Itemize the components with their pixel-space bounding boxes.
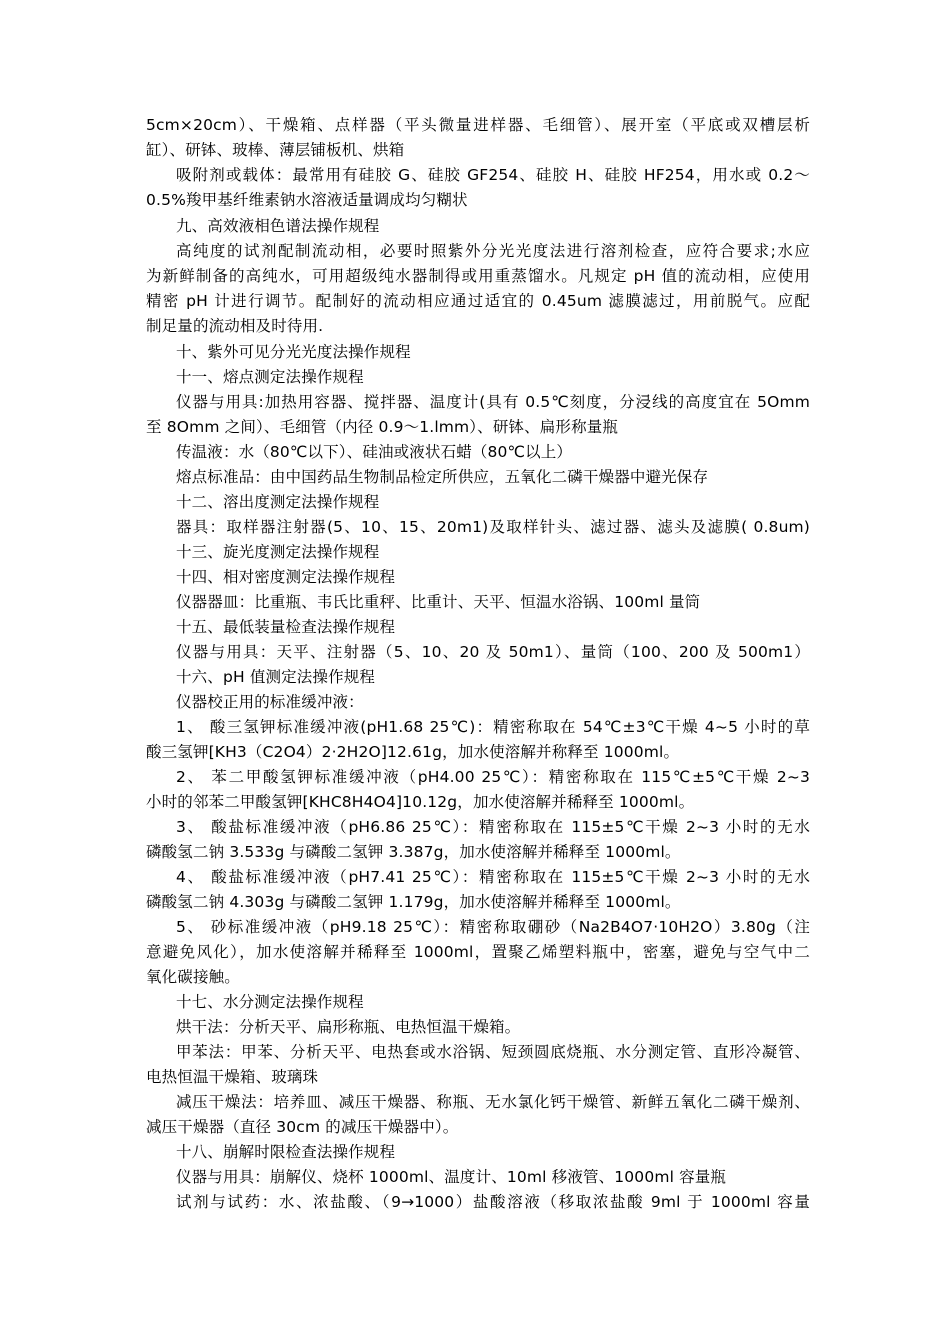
text-line: 为新鲜制备的高纯水，可用超级纯水器制得或用重蒸馏水。凡规定 pH 值的流动相，应使用 <box>146 267 810 285</box>
section-heading: 十一、熔点测定法操作规程 <box>176 368 364 386</box>
section-heading: 九、高效液相色谱法操作规程 <box>176 217 380 235</box>
text-line: 仪器与用具：崩解仪、烧杯 1000ml、温度计、10ml 移液管、1000ml 容量瓶 <box>176 1168 727 1186</box>
text-line: 仪器器皿：比重瓶、韦氏比重秤、比重计、天平、恒温水浴锅、100ml 量筒 <box>176 593 701 611</box>
text-line: 烘干法：分析天平、扁形称瓶、电热恒温干燥箱。 <box>176 1018 521 1036</box>
section-heading: 十五、最低装量检查法操作规程 <box>176 618 396 636</box>
list-item: 2、 苯二甲酸氢钾标准缓冲液（pH4.00 25℃）：精密称取在 115℃±5℃干燥 2~3 <box>176 768 810 786</box>
list-item: 3、 酸盐标准缓冲液（pH6.86 25℃）：精密称取在 115±5℃干燥 2~3 小时的无水 <box>176 818 810 836</box>
text-line: 器具：取样器注射器(5、10、15、20m1)及取样针头、滤过器、滤头及滤膜( 0.8um) <box>176 518 810 536</box>
text-line: 0.5%羧甲基纤维素钠水溶液适量调成均匀糊状 <box>146 191 468 209</box>
list-item: 5、 砂标准缓冲液（pH9.18 25℃）：精密称取硼砂（Na2B4O7·10H2O）3.80g（注 <box>176 918 810 936</box>
text-line: 甲苯法：甲苯、分析天平、电热套或水浴锅、短颈圆底烧瓶、水分测定管、直形冷凝管、 <box>176 1043 810 1061</box>
section-heading: 十三、旋光度测定法操作规程 <box>176 543 380 561</box>
text-line: 至 8Omm 之间）、毛细管（内径 0.9～1.lmm）、研钵、扁形称量瓶 <box>146 418 619 436</box>
text-line: 制足量的流动相及时待用. <box>146 317 324 335</box>
text-line: 意避免风化），加水使溶解并稀释至 1000ml，置聚乙烯塑料瓶中，密塞，避免与空气中二 <box>146 943 810 961</box>
text-line: 5cm×20cm）、干燥箱、点样器（平头微量进样器、毛细管）、展开室（平底或双槽层析 <box>146 116 810 134</box>
section-heading: 十二、溶出度测定法操作规程 <box>176 493 380 511</box>
text-line: 吸附剂或载体：最常用有硅胶 G、硅胶 GF254、硅胶 H、硅胶 HF254，用水或 0.2～ <box>176 166 810 184</box>
section-heading: 十八、崩解时限检查法操作规程 <box>176 1143 396 1161</box>
section-heading: 十七、水分测定法操作规程 <box>176 993 364 1011</box>
text-line: 减压干燥法：培养皿、减压干燥器、称瓶、无水氯化钙干燥管、新鲜五氧化二磷干燥剂、 <box>176 1093 810 1111</box>
list-item: 1、 酸三氢钾标准缓冲液(pH1.68 25℃)：精密称取在 54℃±3℃干燥 4~5 小时的草 <box>176 718 810 736</box>
text-line: 酸三氢钾[KH3（C2O4）2·2H2O]12.61g，加水使溶解并称释至 1000ml。 <box>146 743 680 761</box>
text-line: 熔点标准品：由中国药品生物制品检定所供应，五氧化二磷干燥器中避光保存 <box>176 468 709 486</box>
list-item: 4、 酸盐标准缓冲液（pH7.41 25℃）：精密称取在 115±5℃干燥 2~3 小时的无水 <box>176 868 810 886</box>
text-line: 传温液：水（80℃以下）、硅油或液状石蜡（80℃以上） <box>176 443 573 461</box>
section-heading: 十四、相对密度测定法操作规程 <box>176 568 396 586</box>
text-line: 磷酸氢二钠 3.533g 与磷酸二氢钾 3.387g，加水使溶解并稀释至 1000ml。 <box>146 843 681 861</box>
text-line: 仪器与用具：天平、注射器（5、10、20 及 50m1）、量筒（100、200 及 500m1） <box>176 643 810 661</box>
text-line: 电热恒温干燥箱、玻璃珠 <box>146 1068 319 1086</box>
section-heading: 十、紫外可见分光光度法操作规程 <box>176 343 411 361</box>
text-line: 仪器与用具:加热用容器、搅拌器、温度计(具有 0.5℃刻度，分浸线的高度宜在 5Omm <box>176 393 810 411</box>
text-line: 缸）、研钵、玻棒、薄层铺板机、烘箱 <box>146 141 405 159</box>
text-line: 仪器校正用的标准缓冲液： <box>176 693 364 711</box>
text-line: 磷酸氢二钠 4.303g 与磷酸二氢钾 1.179g，加水使溶解并稀释至 1000ml。 <box>146 893 681 911</box>
text-line: 减压干燥器（直径 30cm 的减压干燥器中）。 <box>146 1118 459 1136</box>
section-heading: 十六、pH 值测定法操作规程 <box>176 668 376 686</box>
text-line: 精密 pH 计进行调节。配制好的流动相应通过适宜的 0.45um 滤膜滤过，用前脱气。应配 <box>146 292 810 310</box>
text-line: 氧化碳接触。 <box>146 968 240 986</box>
text-line: 试剂与试药：水、浓盐酸、（9→1000）盐酸溶液（移取浓盐酸 9ml 于 1000ml 容量 <box>176 1193 810 1211</box>
text-line: 小时的邻苯二甲酸氢钾[KHC8H4O4]10.12g，加水使溶解并稀释至 1000ml。 <box>146 793 695 811</box>
text-line: 高纯度的试剂配制流动相，必要时照紫外分光光度法进行溶剂检查，应符合要求;水应 <box>176 242 810 260</box>
